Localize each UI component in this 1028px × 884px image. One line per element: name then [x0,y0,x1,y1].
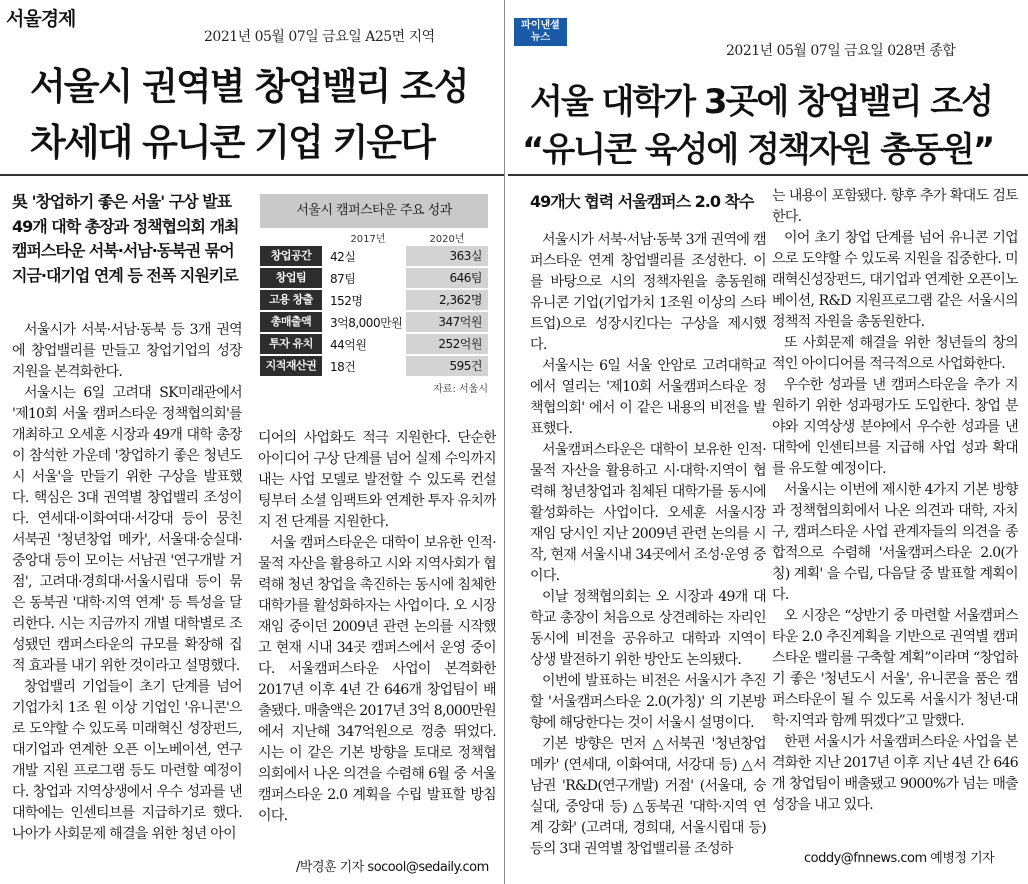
table-year-header [260,228,488,246]
value-2020: 252억원 [406,334,488,354]
value-2017: 42실 [330,249,356,264]
value-2020: 646팀 [406,268,488,288]
table-row [260,356,488,376]
subheadline-line: 지금·대기업 연계 등 전폭 지원키로 [12,265,238,285]
headline-line-2: 차세대 유니콘 기업 키운다 [30,121,434,164]
body-paragraph: 서울시는 6일 서울 안암로 고려대학교에서 열리는 '제10회 서울캠퍼스타운 정책협의회' 에서 이 같은 내용의 비전을 발표했다. [530,358,766,437]
value-2017: 152명 [330,293,363,308]
row-label: 지적재산권 [260,356,322,376]
body-paragraph: 서울캠퍼스타운은 대학이 보유한 인적·물적 자산을 활용하고 시·대학·지역이 협력해 청년창업과 침체된 대학가를 동시에 활성화하는 사업이다. 오세훈 서울시장 재임 당시인 지난 2009년 관련 논의를 시작, 현재 서울시내 34곳에서 조성·운영 중이다. [530,442,766,584]
value-2017: 18건 [330,359,356,374]
byline: /박경훈 기자 socool@sedaily.com [296,860,489,875]
subheadline-block [12,190,238,288]
subheadline-line: 49개 대학 총장과 정책협의회 개최 [12,216,239,236]
row-label: 총매출액 [260,312,322,332]
body-paragraph: 이어 초기 창업 단계를 넘어 유니콘 기업으로 도약할 수 있도록 지원을 집중한다. 미래혁신성장펀드, 대기업과 연계한 오픈이노베이션, R&D 지원프로그램 같은 서울시의 정책적 자원을 총동원한다. [772,230,1018,330]
body-paragraph: 이번에 발표하는 비전은 서울시가 추진할 '서울캠퍼스타운 2.0(가칭)' 의 기본방향에 해당한다는 것이 서울시 설명이다. [530,673,766,731]
body-column-1 [12,320,242,882]
body-column-2 [772,186,1018,836]
value-2017: 87팀 [330,271,356,286]
body-paragraph: 서울시가 서북·서남·동북 등 3개 권역에 창업밸리를 만들고 창업기업의 성장 지원을 본격화한다. [12,322,242,380]
row-label: 고용 창출 [260,290,322,310]
masthead-seoul-economy: 서울경제 [6,8,76,30]
body-paragraph: 기본 방향은 먼저 △서북권 '청년창업 메카' (연세대, 이화여대, 서강대 등) △서남권 'R&D(연구개발) 거점' (서울대, 숭실대, 중앙대 등) △동북권 '대학·지역 연계 강화' (고려대, 경희대, 서울시립대 등) 등의 3대 권역별 창업밸리를 조성하 [530,736,766,857]
body-column-1 [530,230,766,875]
table-row [260,268,488,288]
body-paragraph: 는 내용이 포함됐다. 향후 추가 확대도 검토한다. [772,188,1018,225]
headline-line-1: 서울시 권역별 창업밸리 조성 [30,65,468,108]
body-paragraph: 오 시장은 “상반기 중 마련할 서울캠퍼스타운 2.0 추진계획을 기반으로 권역별 캠퍼스타운 밸리를 구축할 계획”이라며 “창업하기 좋은 '청년도시 서울', 유니콘을 품은 캠퍼스타운이 될 수 있도록 서울시가 청년·대학·지역과 함께 뛰겠다”고 말했다. [772,608,1018,729]
value-2017: 44억원 [330,337,367,352]
body-paragraph: 이날 정책협의회는 오 시장과 49개 대학교 총장이 처음으로 상견례하는 자리인 동시에 비전을 공유하고 대학과 지역이 상생 발전하기 위한 방안도 논의됐다. [530,589,766,668]
body-paragraph: 한편 서울시가 서울캠퍼스타운 사업을 본격화한 지난 2017년 이후 지난 4년 간 646개 창업팀이 배출됐고 9000%가 넘는 매출 성장을 내고 있다. [772,734,1018,813]
value-2017: 3억8,000만원 [330,315,403,330]
byline: coddy@fnnews.com 예병정 기자 [804,851,995,866]
row-label: 투자 유치 [260,334,322,354]
row-label: 창업공간 [260,246,322,266]
row-label: 창업팀 [260,268,322,288]
financial-news-logo: 파이낸셜 뉴스 [514,18,567,46]
dateline: 2021년 05월 07일 금요일 028면 종합 [726,43,956,59]
performance-table [260,194,488,394]
body-column-2 [258,428,496,860]
article-seoul-economy [0,0,505,884]
divider-rule [508,174,1028,176]
headline-line-2: “유니콘 육성에 정책자원 총동원” [522,130,994,170]
table-row [260,246,488,266]
table-source: 자료: 서울시 [433,384,488,395]
table-title: 서울시 캠퍼스타운 주요 성과 [260,194,488,228]
year-2017: 2017년 [350,233,386,245]
article-financial-news [508,0,1028,884]
table-row [260,312,488,332]
divider-rule [0,174,505,176]
body-paragraph: 디어의 사업화도 적극 지원한다. 단순한 아이디어 구상 단계를 넘어 실제 수익까지 내는 사업 모델로 발전할 수 있도록 컨설팅부터 소셜 임팩트와 연계한 투자 유치까지 전 단계를 지원한다. [258,430,496,530]
value-2020: 347억원 [406,312,488,332]
body-paragraph: 우수한 성과를 낸 캠퍼스타운을 추가 지원하기 위한 성과평가도 도입한다. 창업 분야와 지역상생 분야에서 우수한 성과를 낸 대학에 인센티브를 지급해 사업 성과 확대를 유도할 예정이다. [772,377,1018,477]
body-paragraph: 또 사회문제 해결을 위한 청년들의 창의적인 아이디어를 적극적으로 사업화한다. [772,335,1018,372]
headline-line-1: 서울 대학가 3곳에 창업밸리 조성 [530,82,992,122]
body-paragraph: 창업밸리 기업들이 초기 단계를 넘어 기업가치 1조 원 이상 기업인 '유니콘'으로 도약할 수 있도록 미래혁신 성장펀드, 대기업과 연계한 오픈 이노베이션, 연구개발 지원 프로그램 등도 마련할 예정이다. 창업과 지역상생에서 우수 성과를 낸 대학에는 인센티브를 지급하기로 했다. 나아가 사회문제 해결을 위한 청년 아이 [12,679,242,842]
value-2020: 363실 [406,246,488,266]
body-paragraph: 서울시는 이번에 제시한 4가지 기본 방향과 정책협의회에서 나온 의견과 대학, 자치구, 캠퍼스타운 사업 관계자들의 의견을 종합적으로 수렴해 '서울캠퍼스타운 2.0(가칭) 계획' 을 수립, 다음달 중 발표할 계획이다. [772,482,1018,603]
table-row [260,334,488,354]
subheadline: 49개大 협력 서울캠퍼스 2.0 착수 [530,192,754,211]
value-2020: 2,362명 [406,290,488,310]
dateline: 2021년 05월 07일 금요일 A25면 지역 [204,29,435,45]
body-paragraph: 서울시가 서북·서남·동북 3개 권역에 캠퍼스타운 연계 창업밸리를 조성한다. 이를 바탕으로 시의 정책자원을 총동원해 유니콘 기업(기업가치 1조원 이상의 스타트업)으로 성장시킨다는 구상을 제시했다. [530,232,766,353]
body-paragraph: 서울시는 6일 고려대 SK미래관에서 '제10회 서울 캠퍼스타운 정책협의회'를 개최하고 오세훈 시장과 49개 대학 총장이 참석한 가운데 '창업하기 좋은 청년도시 서울'을 만들기 위한 구상을 발표했다. 핵심은 3대 권역별 창업밸리 조성이다. 연세대·이화여대·서강대 등이 뭉친 서북권 '청년창업 메카', 서울대·숭실대·중앙대 등이 모이는 서남권 '연구개발 거점', 고려대·경희대·서울시립대 등이 묶은 동북권 '대학·지역 연계' 등 특성을 달리한다. 시는 지금까지 개별 대학별로 조성됐던 캠퍼스타운의 규모를 확장해 집적 효과를 내기 위한 것이라고 설명했다. [12,385,242,674]
subheadline-line: 吳 '창업하기 좋은 서울' 구상 발표 [12,192,232,211]
value-2020: 595건 [406,356,488,376]
body-paragraph: 서울 캠퍼스타운은 대학이 보유한 인적·물적 자산을 활용하고 시와 지역사회가 협력해 청년 창업을 촉진하는 동시에 침체한 대학가를 활성화하자는 사업이다. 오 시장 재임 중이던 2009년 관련 논의를 시작했고 현재 시내 34곳 캠퍼스에서 운영 중이다. 서울캠퍼스타운 사업이 본격화한 2017년 이후 4년 간 646개 창업팀이 배출됐다. 매출액은 2017년 3억 8,000만원에서 지난해 347억원으로 껑충 뛰었다. 시는 이 같은 기본 방향을 토대로 정책협의회에서 나온 의견을 수렴해 6월 중 서울 캠퍼스타운 2.0 계획을 수립 발표할 방침이다. [258,535,496,824]
year-2020: 2020년 [429,233,465,245]
subheadline-line: 캠퍼스타운 서북·서남·동북권 묶어 [12,241,234,260]
table-row [260,290,488,310]
